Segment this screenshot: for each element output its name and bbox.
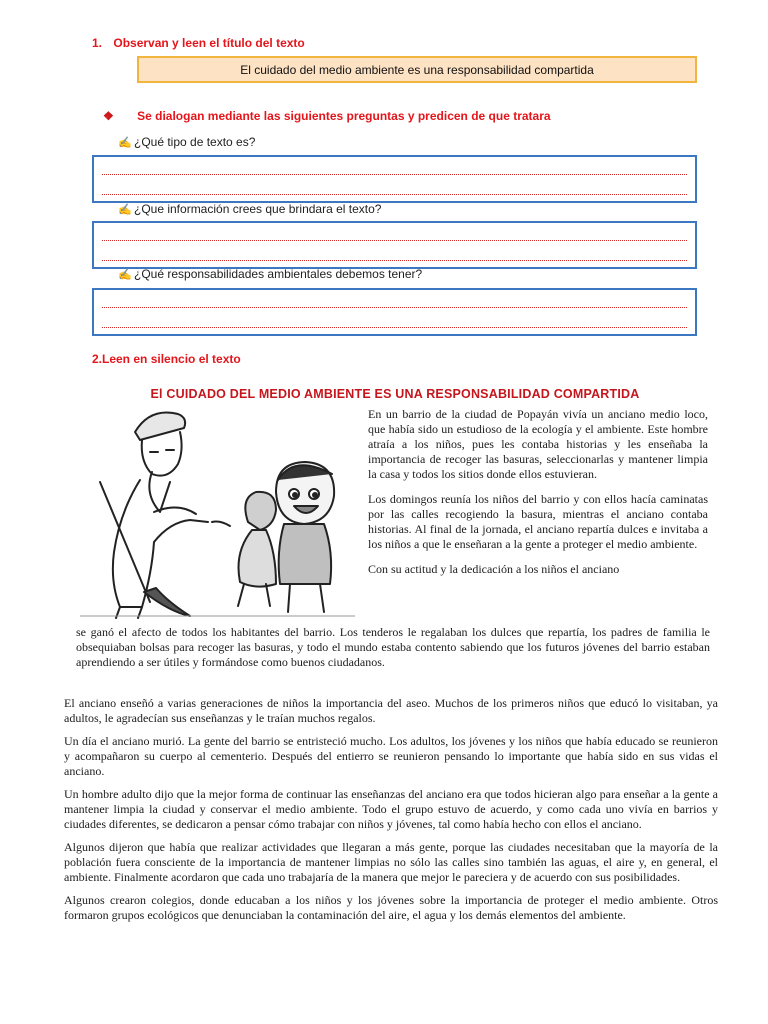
story-paragraph: Los domingos reunía los niños del barrio y con ellos hacía caminatas por las calles recogiendo la basura, mientras el anciano contaba historias. Al final de la jornada, el anciano repartía dulces e invitaba a los niños a que le enseñaran a la gente a proteger el medio ambiente. [368,492,708,551]
answer-line[interactable] [102,297,687,308]
story-paragraph: Con su actitud y la dedicación a los niños el anciano [368,562,620,576]
story-paragraph: Un hombre adulto dijo que la mejor forma de continuar las enseñanzas del anciano era que todos hicieran algo para enseñar a la gente a mantener limpia la ciudad y conservar el medio ambiente. Todo el grupo estuvo de acuerdo, y como cada uno vivía en barrios y ciudades diferentes, se dedicaron a pensar cómo trabajar con niños y jóvenes, tal como había hecho con ellos el anciano. [64,787,718,831]
dialog-heading-text: Se dialogan mediante las siguientes preguntas y predicen de que tratara [137,109,551,123]
story-illustration [80,402,355,622]
elder-and-children-illustration [80,402,355,622]
answer-line[interactable] [102,317,687,328]
answer-line[interactable] [102,184,687,195]
question-text: ¿Qué tipo de texto es? [134,135,256,149]
pencil-icon: ✍ [118,204,132,216]
pencil-icon: ✍ [118,269,132,281]
pencil-icon: ✍ [118,137,132,149]
question-text: ¿Que información crees que brindara el texto? [134,202,382,216]
section-number: 1. [92,36,103,50]
answer-box-1[interactable] [92,155,697,203]
story-lower-text [64,696,718,923]
question-3 [118,267,422,281]
answer-line[interactable] [102,230,687,241]
section-1-heading [92,36,305,50]
story-title: El CUIDADO DEL MEDIO AMBIENTE ES UNA RESPONSABILIDAD COMPARTIDA [150,387,640,401]
section-heading-text: 2.Leen en silencio el texto [92,352,241,366]
answer-line[interactable] [102,164,687,175]
story-paragraph: El anciano enseñó a varias generaciones de niños la importancia del aseo. Muchos de los primeros niños que educó lo visitaban, ya adultos, le agradecían sus enseñanzas y le traían muchos regalos. [64,696,718,725]
story-paragraph: Algunos dijeron que había que realizar actividades que llegaran a más gente, porque las ciudades necesitaban que la mayoría de la población fuera consciente de la importancia de mantener limpias no sólo las calles sino también las aguas, el aire y, en general, el ambiente. Finalmente acordaron que cada uno trabajaría de la manera que mejor le pareciera y de acuerdo con sus posibilidades. [64,840,718,884]
section-heading-text: Observan y leen el título del texto [113,36,305,50]
answer-line[interactable] [102,250,687,261]
story-paragraph-continued: se ganó el afecto de todos los habitantes del barrio. Los tenderos le regalaban los dulces que repartía, los padres de familia le obsequiaban bolsas para recoger las basuras, y todo el mundo estaba contento sabiendo que los futuros jóvenes del barrio estaban aprendiendo a ser útiles y formándose como buenos ciudadanos. [76,625,710,669]
title-box [137,56,697,83]
story-paragraph: Algunos crearon colegios, donde educaban a los niños y los jóvenes sobre la importancia de proteger el medio ambiente. Otros formaron grupos ecológicos que denunciaban la contaminación del aire, el agua y los demás elementos del ambiente. [64,893,718,922]
story-paragraph: En un barrio de la ciudad de Popayán vivía un anciano medio loco, que había sido un estudioso de la ecología y el ambiente. Este hombre atraía a los niños, pues les contaba historias y les enseñaba la importancia de recoger las basuras, seleccionarlas y mantener limpia la casa y todos los sitios donde ellos estuvieran. [368,407,708,481]
question-2 [118,202,381,216]
question-text: ¿Qué responsabilidades ambientales debemos tener? [134,267,423,281]
answer-box-2[interactable] [92,221,697,269]
story-paragraph: Un día el anciano murió. La gente del barrio se entristeció mucho. Los adultos, los jóvenes y los niños que había educado se reunieron y acompañaron su cuerpo al cementerio. Después del entierro se reunieron pensando lo importante que había sido en sus vidas el anciano. [64,734,718,778]
diamond-bullet-icon: ❖ [103,109,114,123]
answer-box-3[interactable] [92,288,697,336]
question-1 [118,135,255,149]
section-2-heading [92,352,241,366]
title-box-text: El cuidado del medio ambiente es una responsabilidad compartida [240,62,594,77]
story-right-column [368,407,708,577]
dialog-heading [103,109,551,123]
